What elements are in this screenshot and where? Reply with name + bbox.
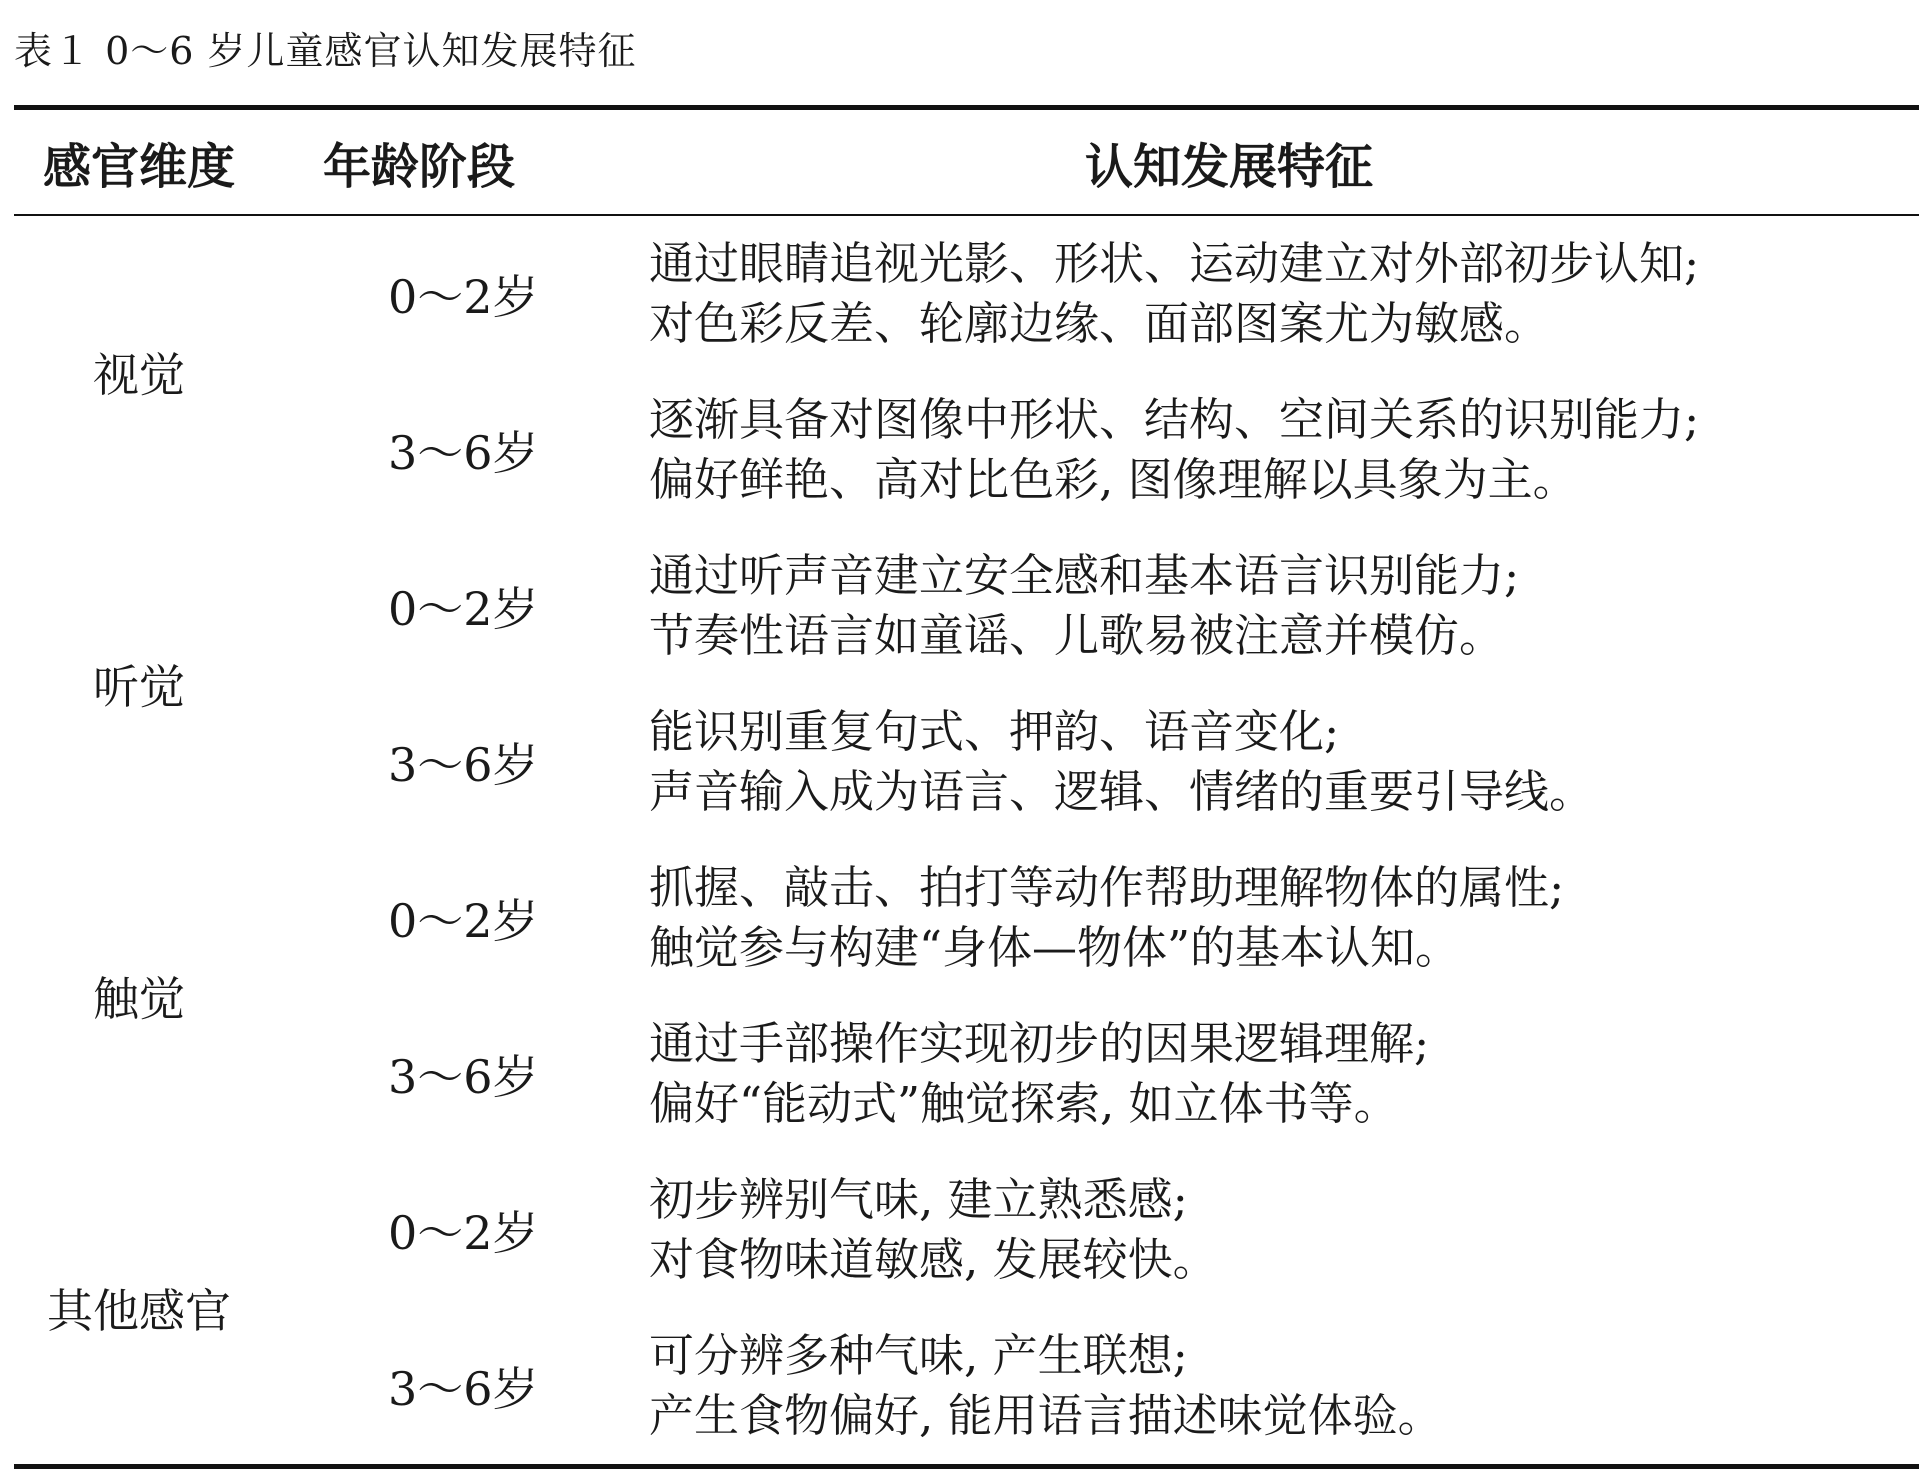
table-row [14,215,1919,372]
feature-cell [644,372,1919,528]
feature-cell [644,996,1919,1152]
age-cell [294,1152,644,1308]
feature-line: 抓握、敲击、拍打等动作帮助理解物体的属性; [649,861,1565,914]
feature-line: 偏好鲜艳、高对比色彩, 图像理解以具象为主。 [649,453,1578,506]
age-label: 3～6岁 [388,426,539,480]
feature-line: 节奏性语言如童谣、儿歌易被注意并模仿。 [649,609,1505,662]
feature-line: 能识别重复句式、押韵、语音变化; [649,705,1340,758]
feature-cell [644,528,1919,684]
age-cell [294,1308,644,1467]
feature-line: 偏好“能动式”触觉探索, 如立体书等。 [649,1077,1399,1130]
age-cell [294,840,644,996]
feature-cell [644,1152,1919,1308]
table-row [14,372,1919,528]
age-label: 0～2岁 [388,582,539,636]
header-age-stage: 年龄阶段 [322,138,515,195]
header-row [14,108,1919,216]
feature-line: 对色彩反差、轮廓边缘、面部图案尤为敏感。 [649,297,1550,350]
sense-cell-hearing: 听觉 [93,660,185,714]
feature-line: 通过听声音建立安全感和基本语言识别能力; [649,549,1520,602]
age-cell [294,528,644,684]
age-label: 0～2岁 [388,270,539,324]
feature-line: 声音输入成为语言、逻辑、情绪的重要引导线。 [649,765,1595,818]
feature-line: 产生食物偏好, 能用语言描述味觉体验。 [649,1389,1443,1442]
header-sense-dimension: 感官维度 [42,138,235,195]
sense-cell-other: 其他感官 [47,1284,231,1338]
table-row [14,1308,1919,1467]
table-row [14,1152,1919,1308]
feature-line: 通过手部操作实现初步的因果逻辑理解; [649,1017,1430,1070]
age-label: 3～6岁 [388,1362,539,1416]
age-label: 0～2岁 [388,1206,539,1260]
sense-cell-vision: 视觉 [93,348,185,402]
feature-line: 通过眼睛追视光影、形状、运动建立对外部初步认知; [649,237,1700,290]
age-cell [294,215,644,372]
feature-cell [644,684,1919,840]
feature-cell [644,1308,1919,1467]
age-label: 3～6岁 [388,738,539,792]
age-cell [294,996,644,1152]
feature-line: 逐渐具备对图像中形状、结构、空间关系的识别能力; [649,393,1700,446]
age-cell [294,684,644,840]
table-row [14,684,1919,840]
age-cell [294,372,644,528]
feature-cell [644,215,1919,372]
table-row [14,528,1919,684]
sensory-development-table-container [14,105,1919,1469]
feature-line: 触觉参与构建“身体—物体”的基本认知。 [649,921,1461,974]
table-row [14,840,1919,996]
feature-line: 初步辨别气味, 建立熟悉感; [649,1173,1188,1226]
sensory-development-table [14,105,1919,1469]
feature-line: 可分辨多种气味, 产生联想; [649,1329,1188,1382]
table-row [14,996,1919,1152]
feature-line: 对食物味道敏感, 发展较快。 [649,1233,1218,1286]
table-caption: 表１ 0～6 岁儿童感官认知发展特征 [14,29,637,73]
age-label: 3～6岁 [388,1050,539,1104]
feature-cell [644,840,1919,996]
sense-cell-touch: 触觉 [93,972,185,1026]
header-cognitive-features: 认知发展特征 [1084,138,1373,195]
age-label: 0～2岁 [388,894,539,948]
